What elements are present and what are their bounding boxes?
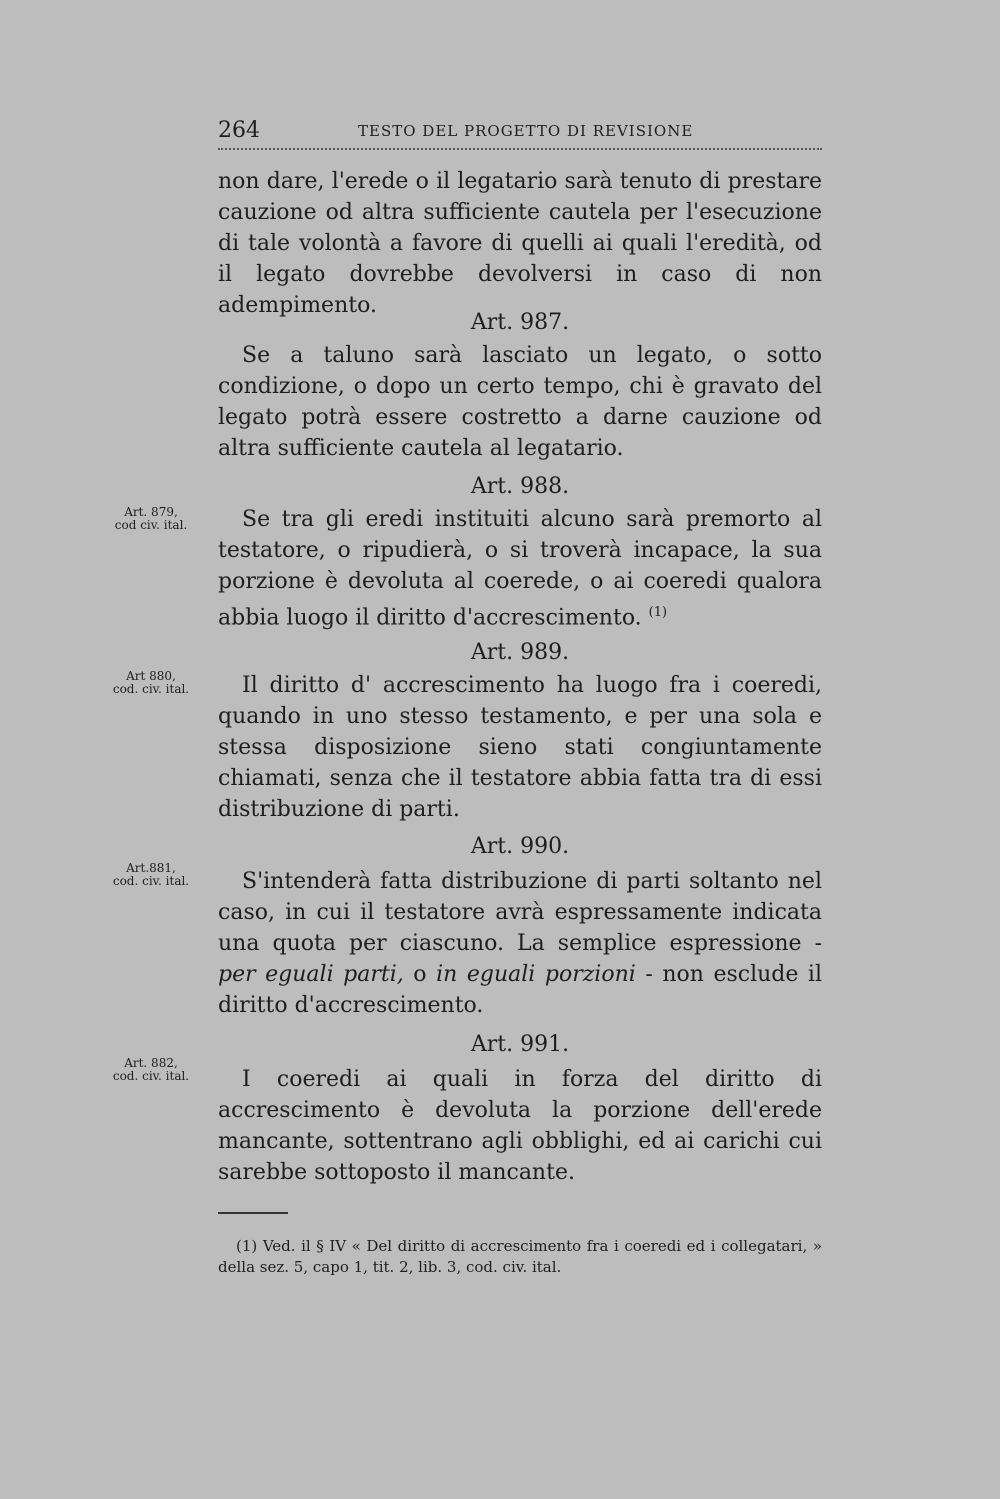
margin-note-line: Art. 882, — [124, 1056, 178, 1070]
article-987-text: Se a taluno sarà lasciato un legato, o sotto condizione, o dopo un certo tempo, chi è gravato del legato potrà essere costretto a darne cauzione od altra sufficiente cautela al legatario. — [218, 343, 822, 461]
article-989-margin-note — [96, 670, 206, 696]
margin-note-line: Art 880, — [126, 669, 176, 683]
article-988-heading: Art. 988. — [470, 474, 570, 499]
page-header — [218, 118, 822, 150]
footnote-divider — [218, 1212, 288, 1214]
article-990-text-before: S'intenderà fatta distribuzione di parti soltanto nel caso, in cui il testatore avrà espressamente indicata una quota per ciascuno. La semplice espressione - — [218, 869, 822, 956]
article-991-margin-note — [96, 1057, 206, 1083]
article-991-heading: Art. 991. — [470, 1032, 570, 1057]
intro-paragraph-block — [218, 166, 822, 321]
article-987-body — [218, 340, 822, 464]
margin-note-line: Art. 879, — [124, 505, 178, 519]
intro-paragraph: non dare, l'erede o il legatario sarà tenuto di prestare cauzione od altra sufficiente cautela per l'esecuzione di tale volontà a favore di quelli ai quali l'eredità, od il legato dovrebbe devolversi in caso di non adempimento. — [218, 169, 822, 318]
article-990-heading: Art. 990. — [470, 834, 570, 859]
article-990-paragraph — [218, 866, 822, 1021]
article-991-text: I coeredi ai quali in forza del diritto di accrescimento è devoluta la porzione dell'erede mancante, sottentrano agli obblighi, ed ai carichi cui sarebbe sottoposto il mancante. — [218, 1067, 822, 1185]
article-991-body — [218, 1064, 822, 1188]
article-989-text: Il diritto d' accrescimento ha luogo fra i coeredi, quando in uno stesso testamento, e per una sola e stessa disposizione sieno stati congiuntamente chiamati, senza che il testatore abbia fatta tra di essi distribuzione di parti. — [218, 673, 822, 822]
footnote: (1) Ved. il § IV « Del diritto di accrescimento fra i coeredi ed i collegatari, » della sez. 5, capo 1, tit. 2, lib. 3, cod. civ. ital. — [218, 1237, 822, 1276]
article-989-heading: Art. 989. — [470, 640, 570, 665]
page-number: 264 — [218, 118, 260, 143]
article-990-text-middle: o — [403, 962, 437, 987]
article-988-text: Se tra gli eredi instituiti alcuno sarà premorto al testatore, o ripudierà, o si troverà incapace, la sua porzione è devoluta al coerede, o ai coeredi qualora abbia luogo il diritto d'accrescimento. — [218, 507, 822, 631]
article-990-italic-phrase-1: per eguali parti, — [218, 962, 404, 987]
article-987-heading: Art. 987. — [470, 310, 570, 335]
article-990-body — [218, 866, 822, 1021]
article-988-paragraph — [218, 504, 822, 633]
margin-note-line: cod civ. ital. — [114, 518, 188, 532]
article-988-margin-note — [96, 506, 206, 532]
running-head: TESTO DEL PROGETTO DI REVISIONE — [358, 122, 694, 140]
article-990-text-after: - non esclude il diritto d'accrescimento. — [218, 962, 823, 1018]
article-988-body — [218, 504, 822, 633]
margin-note-line: cod. civ. ital. — [112, 682, 190, 696]
article-990-margin-note — [96, 862, 206, 888]
margin-note-line: cod. civ. ital. — [112, 1069, 190, 1083]
margin-note-line: Art.881, — [126, 861, 176, 875]
article-990-italic-phrase-2: in eguali porzioni — [436, 962, 636, 987]
margin-note-line: cod. civ. ital. — [112, 874, 190, 888]
footnote-reference: (1) — [648, 605, 668, 620]
article-989-body — [218, 670, 822, 825]
